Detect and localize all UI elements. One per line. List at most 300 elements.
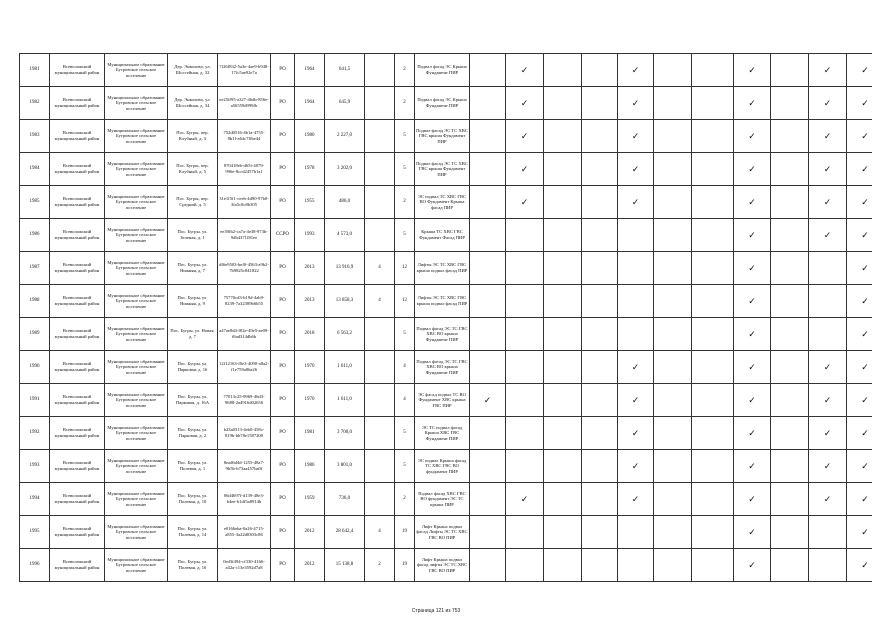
address-cell: Пос. Бугры, ул. Полевая, д. 14 [168, 516, 218, 549]
entrances-cell [365, 153, 395, 186]
empty-cell [771, 450, 809, 483]
empty-cell [582, 219, 618, 252]
district-cell: Всеволожский муниципальный район [50, 87, 105, 120]
year-cell: 2012 [295, 549, 325, 582]
empty-cell [771, 549, 809, 582]
empty-cell [582, 318, 618, 351]
municipality-cell: Муниципальное образование Бугровское сельское поселение [105, 219, 168, 252]
district-cell: Всеволожский муниципальный район [50, 219, 105, 252]
check-mark-icon: ✓ [470, 384, 506, 417]
works-cell: ЭС подвал Крыша фасад ТС ХВС ГВС ВО фундамент ПИР [415, 450, 470, 483]
year-cell: 2012 [295, 516, 325, 549]
empty-cell [582, 450, 618, 483]
works-cell: Подвал фасад ЭС Крыша Фундамент ПИР [415, 87, 470, 120]
empty-cell [654, 417, 692, 450]
check-mark-icon: ✓ [734, 186, 771, 219]
empty-cell [692, 318, 734, 351]
empty-cell [506, 450, 544, 483]
entrances-cell: 4 [365, 285, 395, 318]
row-number: 1994 [20, 483, 50, 516]
empty-cell [809, 549, 847, 582]
year-cell: 1986 [295, 450, 325, 483]
house-code-cell: 12f12163-f0e3-4090-a8a2-f1e759a86a26 [218, 351, 271, 384]
fund-form-cell: РО [271, 186, 295, 219]
empty-cell [544, 483, 582, 516]
works-cell: Подвал фасад ЭС ТС ГВС ХВС ВО крыша Фундамент ПИР [415, 318, 470, 351]
empty-cell [470, 483, 506, 516]
check-mark-icon: ✓ [618, 153, 654, 186]
entrances-cell [365, 87, 395, 120]
check-mark-icon: ✓ [618, 186, 654, 219]
district-cell: Всеволожский муниципальный район [50, 120, 105, 153]
year-cell: 1970 [295, 351, 325, 384]
floors-cell: 5 [395, 318, 415, 351]
empty-cell [771, 219, 809, 252]
check-mark-icon: ✓ [847, 318, 872, 351]
year-cell: 1981 [295, 417, 325, 450]
works-cell: ЭС ТС подвал фасад Крыша ХВС ГВС Фундамент ПИР [415, 417, 470, 450]
year-cell: 1964 [295, 87, 325, 120]
entrances-cell [365, 318, 395, 351]
municipality-cell: Муниципальное образование Бугровское сельское поселение [105, 186, 168, 219]
empty-cell [692, 285, 734, 318]
works-cell: Подвал фасад ЭС ТС ГВС ХВС ВО крыша Фундамент ПИР [415, 351, 470, 384]
empty-cell [654, 351, 692, 384]
check-mark-icon: ✓ [847, 54, 872, 87]
check-mark-icon: ✓ [809, 120, 847, 153]
area-cell: 15 138,8 [325, 549, 365, 582]
area-cell: 3 801,0 [325, 450, 365, 483]
empty-cell [506, 285, 544, 318]
row-number: 1990 [20, 351, 50, 384]
entrances-cell [365, 219, 395, 252]
empty-cell [771, 384, 809, 417]
district-cell: Всеволожский муниципальный район [50, 318, 105, 351]
empty-cell [771, 351, 809, 384]
empty-cell [654, 120, 692, 153]
empty-cell [582, 483, 618, 516]
empty-cell [506, 252, 544, 285]
program-table [19, 53, 872, 582]
empty-cell [470, 252, 506, 285]
row-number: 1987 [20, 252, 50, 285]
row-number: 1986 [20, 219, 50, 252]
empty-cell [582, 285, 618, 318]
area-cell: 6 563,2 [325, 318, 365, 351]
empty-cell [618, 252, 654, 285]
floors-cell: 2 [395, 54, 415, 87]
table-row [20, 384, 872, 417]
empty-cell [692, 516, 734, 549]
check-mark-icon: ✓ [734, 351, 771, 384]
house-code-cell: 870418eb-d65f-4079-996e-8ccd2457b1a1 [218, 153, 271, 186]
check-mark-icon: ✓ [809, 87, 847, 120]
house-code-cell: b23a0313-4eb0-458c-819b-bb78e1587200 [218, 417, 271, 450]
floors-cell: 2 [395, 483, 415, 516]
empty-cell [654, 384, 692, 417]
area-cell: 13 858,3 [325, 285, 365, 318]
empty-cell [692, 87, 734, 120]
address-cell: Пос. Бугры, ул. Нижняя, д. 7 [168, 252, 218, 285]
check-mark-icon: ✓ [847, 516, 872, 549]
works-cell: Подвал фасад ХВС ГВС ВО фундамент ЭС ТС крыша ПИР [415, 483, 470, 516]
empty-cell [654, 219, 692, 252]
table-row [20, 450, 872, 483]
empty-cell [506, 351, 544, 384]
district-cell: Всеволожский муниципальный район [50, 549, 105, 582]
table-row [20, 87, 872, 120]
check-mark-icon: ✓ [618, 450, 654, 483]
row-number: 1983 [20, 120, 50, 153]
entrances-cell [365, 384, 395, 417]
municipality-cell: Муниципальное образование Бугровское сельское поселение [105, 87, 168, 120]
house-code-cell: 75770cd3-b19d-4ab9-8239-7a32389b6b55 [218, 285, 271, 318]
check-mark-icon: ✓ [809, 186, 847, 219]
fund-form-cell: РО [271, 87, 295, 120]
row-number: 1993 [20, 450, 50, 483]
empty-cell [654, 87, 692, 120]
district-cell: Всеволожский муниципальный район [50, 384, 105, 417]
empty-cell [654, 450, 692, 483]
empty-cell [544, 516, 582, 549]
works-cell: ЭС подвал ТС ХВС ГВС ВО Фундамент Крыша фасад ПИР [415, 186, 470, 219]
check-mark-icon: ✓ [847, 153, 872, 186]
address-cell: Пос. Бугры, ул. Зеленая, д. 1 [168, 219, 218, 252]
house-code-cell: 7f26f832-5a3e-4ae9-b948-17fc5ae92e7a [218, 54, 271, 87]
empty-cell [618, 516, 654, 549]
empty-cell [470, 54, 506, 87]
check-mark-icon: ✓ [809, 54, 847, 87]
check-mark-icon: ✓ [809, 384, 847, 417]
municipality-cell: Муниципальное образование Бугровское сельское поселение [105, 252, 168, 285]
empty-cell [771, 318, 809, 351]
fund-form-cell: РО [271, 549, 295, 582]
check-mark-icon: ✓ [847, 219, 872, 252]
check-mark-icon: ✓ [809, 417, 847, 450]
check-mark-icon: ✓ [618, 87, 654, 120]
check-mark-icon: ✓ [734, 153, 771, 186]
address-cell: Пос. Бугры, ул. Полевая, д. 10 [168, 483, 218, 516]
floors-cell: 5 [395, 219, 415, 252]
empty-cell [582, 351, 618, 384]
empty-cell [771, 186, 809, 219]
address-cell: Пос. Бугры, ул. Новая, д. 7 [168, 318, 218, 351]
empty-cell [544, 351, 582, 384]
entrances-cell: 2 [365, 549, 395, 582]
fund-form-cell: РО [271, 516, 295, 549]
empty-cell [618, 318, 654, 351]
empty-cell [654, 186, 692, 219]
table-row [20, 483, 872, 516]
check-mark-icon: ✓ [847, 120, 872, 153]
fund-form-cell: РО [271, 252, 295, 285]
check-mark-icon: ✓ [734, 417, 771, 450]
floors-cell: 2 [395, 87, 415, 120]
area-cell: 3 700,0 [325, 417, 365, 450]
empty-cell [582, 87, 618, 120]
check-mark-icon: ✓ [734, 549, 771, 582]
empty-cell [771, 54, 809, 87]
municipality-cell: Муниципальное образование Бугровское сельское поселение [105, 483, 168, 516]
district-cell: Всеволожский муниципальный район [50, 54, 105, 87]
empty-cell [506, 219, 544, 252]
year-cell: 1980 [295, 120, 325, 153]
check-mark-icon: ✓ [809, 483, 847, 516]
empty-cell [692, 186, 734, 219]
check-mark-icon: ✓ [809, 153, 847, 186]
works-cell: Лифты ЭС ТС ХВС ГВС крыша подвал фасад ПИР [415, 252, 470, 285]
address-cell: Пос. Бугры, пер. Средний, д. 5 [168, 186, 218, 219]
area-cell: 4 573,0 [325, 219, 365, 252]
address-cell: Пос. Бугры, ул. Парковая, д. 2 [168, 417, 218, 450]
house-code-cell: 0ed3f494-cf330-4166-a42a-c13e3592d7a8 [218, 549, 271, 582]
empty-cell [544, 186, 582, 219]
empty-cell [582, 417, 618, 450]
empty-cell [771, 417, 809, 450]
entrances-cell [365, 54, 395, 87]
municipality-cell: Муниципальное образование Бугровское сельское поселение [105, 120, 168, 153]
empty-cell [654, 153, 692, 186]
table-row [20, 318, 872, 351]
check-mark-icon: ✓ [506, 120, 544, 153]
floors-cell: 2 [395, 186, 415, 219]
empty-cell [544, 450, 582, 483]
empty-cell [544, 285, 582, 318]
floors-cell: 19 [395, 516, 415, 549]
house-code-cell: df6e9503-bef0-4563-a9b2-7b9825c841822 [218, 252, 271, 285]
table-row [20, 252, 872, 285]
empty-cell [692, 483, 734, 516]
empty-cell [544, 318, 582, 351]
empty-cell [582, 120, 618, 153]
table-row [20, 186, 872, 219]
check-mark-icon: ✓ [847, 450, 872, 483]
district-cell: Всеволожский муниципальный район [50, 450, 105, 483]
entrances-cell [365, 417, 395, 450]
floors-cell: 12 [395, 252, 415, 285]
area-cell: 2 227,0 [325, 120, 365, 153]
empty-cell [771, 153, 809, 186]
check-mark-icon: ✓ [734, 219, 771, 252]
table-row [20, 351, 872, 384]
empty-cell [506, 516, 544, 549]
table-row [20, 516, 872, 549]
address-cell: Пос. Бугры, пер. Клубный, д. 3 [168, 120, 218, 153]
year-cell: 1955 [295, 186, 325, 219]
check-mark-icon: ✓ [618, 351, 654, 384]
year-cell: 2013 [295, 252, 325, 285]
municipality-cell: Муниципальное образование Бугровское сельское поселение [105, 450, 168, 483]
empty-cell [582, 549, 618, 582]
empty-cell [582, 153, 618, 186]
empty-cell [771, 87, 809, 120]
municipality-cell: Муниципальное образование Бугровское сельское поселение [105, 351, 168, 384]
check-mark-icon: ✓ [734, 54, 771, 87]
district-cell: Всеволожский муниципальный район [50, 285, 105, 318]
empty-cell [582, 516, 618, 549]
check-mark-icon: ✓ [809, 450, 847, 483]
year-cell: 1978 [295, 153, 325, 186]
check-mark-icon: ✓ [847, 384, 872, 417]
year-cell: 2013 [295, 285, 325, 318]
municipality-cell: Муниципальное образование Бугровское сельское поселение [105, 516, 168, 549]
year-cell: 1970 [295, 384, 325, 417]
entrances-cell [365, 186, 395, 219]
floors-cell: 5 [395, 417, 415, 450]
check-mark-icon: ✓ [847, 351, 872, 384]
municipality-cell: Муниципальное образование Бугровское сельское поселение [105, 285, 168, 318]
entrances-cell [365, 450, 395, 483]
empty-cell [692, 384, 734, 417]
row-number: 1995 [20, 516, 50, 549]
area-cell: 1 611,0 [325, 384, 365, 417]
district-cell: Всеволожский муниципальный район [50, 351, 105, 384]
entrances-cell [365, 120, 395, 153]
empty-cell [582, 54, 618, 87]
empty-cell [771, 483, 809, 516]
check-mark-icon: ✓ [734, 318, 771, 351]
check-mark-icon: ✓ [618, 417, 654, 450]
address-cell: Пос. Бугры, ул. Парковая, д. 16А [168, 384, 218, 417]
area-cell: 486,0 [325, 186, 365, 219]
municipality-cell: Муниципальное образование Бугровское сельское поселение [105, 153, 168, 186]
year-cell: 1964 [295, 54, 325, 87]
check-mark-icon: ✓ [734, 285, 771, 318]
check-mark-icon: ✓ [506, 87, 544, 120]
entrances-cell: 4 [365, 516, 395, 549]
empty-cell [470, 219, 506, 252]
empty-cell [692, 450, 734, 483]
check-mark-icon: ✓ [809, 351, 847, 384]
check-mark-icon: ✓ [847, 87, 872, 120]
floors-cell: 12 [395, 285, 415, 318]
row-number: 1985 [20, 186, 50, 219]
fund-form-cell: РО [271, 483, 295, 516]
fund-form-cell: РО [271, 450, 295, 483]
district-cell: Всеволожский муниципальный район [50, 186, 105, 219]
municipality-cell: Муниципальное образование Бугровское сельское поселение [105, 384, 168, 417]
empty-cell [809, 318, 847, 351]
year-cell: 1959 [295, 483, 325, 516]
check-mark-icon: ✓ [618, 483, 654, 516]
empty-cell [809, 285, 847, 318]
entrances-cell: 4 [365, 252, 395, 285]
table-row [20, 153, 872, 186]
area-cell: 1 611,0 [325, 351, 365, 384]
empty-cell [544, 153, 582, 186]
empty-cell [470, 516, 506, 549]
district-cell: Всеволожский муниципальный район [50, 483, 105, 516]
empty-cell [618, 219, 654, 252]
works-cell: Лифты ЭС ТС ХВС ГВС крыша подвал фасад ПИР [415, 285, 470, 318]
empty-cell [470, 87, 506, 120]
municipality-cell: Муниципальное образование Бугровское сельское поселение [105, 54, 168, 87]
empty-cell [654, 318, 692, 351]
fund-form-cell: РО [271, 153, 295, 186]
fund-form-cell: РО [271, 318, 295, 351]
empty-cell [470, 351, 506, 384]
district-cell: Всеволожский муниципальный район [50, 417, 105, 450]
floors-cell: 5 [395, 153, 415, 186]
fund-form-cell: СCPO [271, 219, 295, 252]
row-number: 1984 [20, 153, 50, 186]
municipality-cell: Муниципальное образование Бугровское сельское поселение [105, 417, 168, 450]
empty-cell [618, 549, 654, 582]
district-cell: Всеволожский муниципальный район [50, 252, 105, 285]
empty-cell [582, 252, 618, 285]
check-mark-icon: ✓ [734, 450, 771, 483]
check-mark-icon: ✓ [506, 153, 544, 186]
empty-cell [692, 417, 734, 450]
empty-cell [544, 417, 582, 450]
empty-cell [506, 318, 544, 351]
table-row [20, 285, 872, 318]
empty-cell [470, 318, 506, 351]
district-cell: Всеволожский муниципальный район [50, 153, 105, 186]
empty-cell [506, 549, 544, 582]
empty-cell [654, 54, 692, 87]
empty-cell [654, 285, 692, 318]
empty-cell [809, 516, 847, 549]
table-row [20, 219, 872, 252]
empty-cell [470, 285, 506, 318]
year-cell: 2018 [295, 318, 325, 351]
empty-cell [582, 384, 618, 417]
empty-cell [692, 120, 734, 153]
table-row [20, 120, 872, 153]
fund-form-cell: РО [271, 351, 295, 384]
house-code-cell: 8ead6d4d-1255-48a7-9b5b-b73aa457ba0f [218, 450, 271, 483]
entrances-cell [365, 351, 395, 384]
address-cell: Дер. Энколово, ул. Шоссейная, д. 34 [168, 87, 218, 120]
table-row [20, 54, 872, 87]
municipality-cell: Муниципальное образование Бугровское сельское поселение [105, 318, 168, 351]
empty-cell [470, 549, 506, 582]
table-row [20, 417, 872, 450]
entrances-cell [365, 483, 395, 516]
address-cell: Пос. Бугры, ул. Нижняя, д. 9 [168, 285, 218, 318]
empty-cell [809, 252, 847, 285]
check-mark-icon: ✓ [734, 483, 771, 516]
floors-cell: 4 [395, 384, 415, 417]
works-cell: Крыша ТС ХВС ГВС Фундамент Фасад ПИР [415, 219, 470, 252]
check-mark-icon: ✓ [734, 252, 771, 285]
check-mark-icon: ✓ [847, 483, 872, 516]
works-cell: Лифт Крыша подвал фасад лифты ЭС ТС ХВС ГВС ВО ПИР [415, 549, 470, 582]
floors-cell: 5 [395, 120, 415, 153]
area-cell: 28 642,4 [325, 516, 365, 549]
page-footer: Страница 121 из 753 [411, 608, 461, 614]
empty-cell [618, 285, 654, 318]
empty-cell [692, 153, 734, 186]
empty-cell [654, 516, 692, 549]
house-code-cell: ee39fb2-ca7a-4e38-973b-9db4371f81ee [218, 219, 271, 252]
check-mark-icon: ✓ [847, 417, 872, 450]
empty-cell [544, 549, 582, 582]
address-cell: Пос. Бугры, ул. Полевая, д. 16 [168, 549, 218, 582]
empty-cell [692, 549, 734, 582]
empty-cell [544, 252, 582, 285]
check-mark-icon: ✓ [734, 384, 771, 417]
empty-cell [470, 417, 506, 450]
check-mark-icon: ✓ [847, 186, 872, 219]
empty-cell [654, 252, 692, 285]
check-mark-icon: ✓ [506, 186, 544, 219]
empty-cell [692, 252, 734, 285]
check-mark-icon: ✓ [847, 285, 872, 318]
check-mark-icon: ✓ [847, 549, 872, 582]
empty-cell [470, 153, 506, 186]
